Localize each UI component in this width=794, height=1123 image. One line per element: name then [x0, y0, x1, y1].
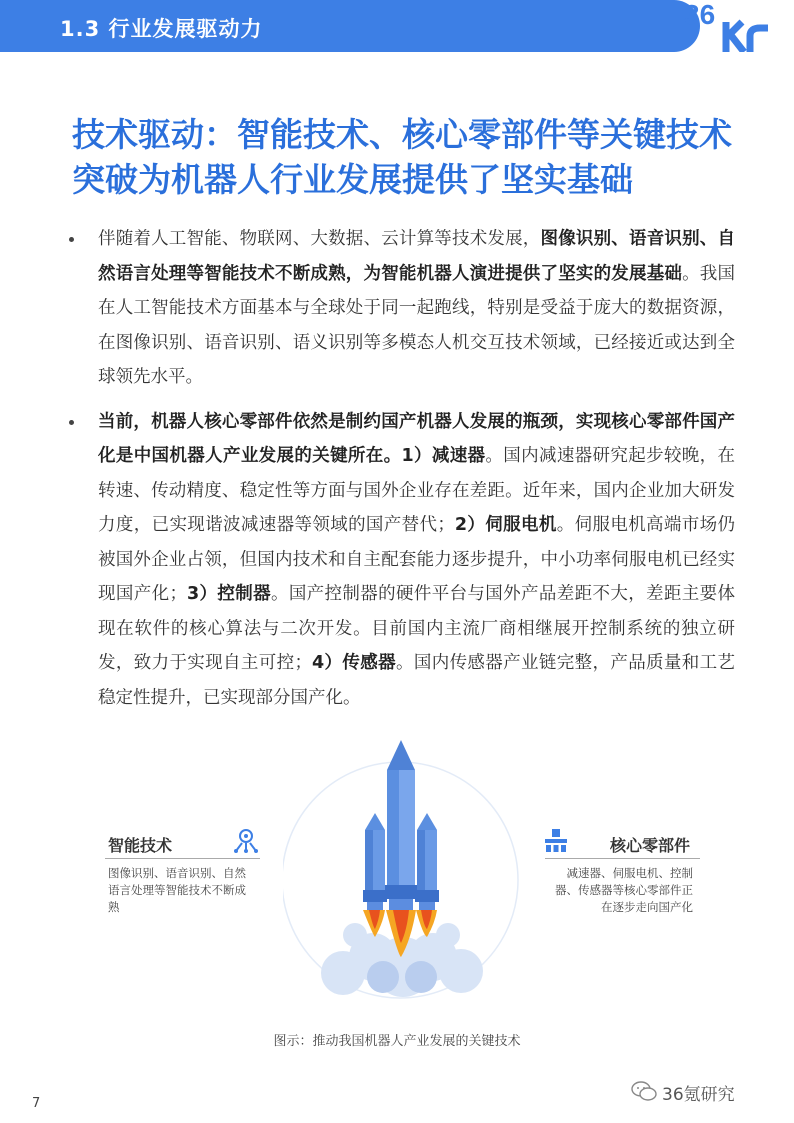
bullet-text: 。国内减速器研究起步较晚，在转速、传动精度、稳定性等方面与国外企业存在差距。近年来，国内企业加大研发力度，已实现谐波减速器等领域的国产替代；	[98, 446, 735, 535]
divider	[105, 858, 260, 859]
bullet-text: 。我国在人工智能技术方面基本与全球处于同一起跑线，特别是受益于庞大的数据资源，在图像识别、语音识别、语义识别等多模态人机交互技术领域，已经接近或达到全球领先水平。	[98, 263, 736, 387]
bullet-text: 。国产控制器的硬件平台与国外产品差距不大，差距主要体现在软件的核心算法与二次开发。目前国内主流厂商相继展开控制系统的独立研发，致力于实现自主可控；	[98, 584, 736, 673]
page-title	[72, 112, 752, 202]
bullet-dot-icon	[69, 420, 74, 425]
figure-desc-intelligent-tech: 图像识别、语音识别、自然语言处理等智能技术不断成熟	[108, 866, 246, 914]
brand-logo-text: 36	[684, 0, 716, 30]
rocket-icon	[283, 735, 523, 1010]
gear-components-icon	[543, 827, 569, 853]
bullet-bold-text: 当前，机器人核心零部件依然是制约国产机器人发展的瓶颈，实现核心零部件国产化是中国机器人产业发展的关键所在。1）减速器	[98, 411, 735, 466]
bullet-text: 。国内传感器产业链完整，产品质量和工艺稳定性提升，已实现部分国产化。	[98, 653, 736, 708]
brain-network-icon	[232, 827, 260, 853]
section-header-bar	[0, 0, 700, 52]
figure-caption: 图示：推动我国机器人产业发展的关键技术	[273, 1034, 521, 1049]
figure-desc-core-components: 减速器、伺服电机、控制器、传感器等核心零部件正在逐步走向国产化	[555, 866, 693, 914]
bullet-bold-text: 3）控制器	[186, 584, 271, 604]
bullet-bold-text: 图像识别、语音识别、自然语言处理等智能技术不断成熟，为智能机器人演进提供了坚实的发展基础	[98, 229, 735, 284]
rocket-figure	[0, 735, 794, 1015]
bullet-list	[67, 222, 735, 715]
figure-label-intelligent-tech: 智能技术	[108, 836, 173, 855]
page-title-line-1: 技术驱动：智能技术、核心零部件等关键技术	[72, 115, 732, 154]
wechat-icon	[631, 1081, 657, 1101]
watermark: 36氪研究	[662, 1085, 735, 1105]
page-title-line-2: 突破为机器人行业发展提供了坚实基础	[72, 160, 633, 199]
brand-logo	[684, 0, 794, 52]
bullet-bold-text: 2）伺服电机	[454, 515, 557, 535]
section-title: 1.3 行业发展驱动力	[60, 17, 263, 41]
bullet-dot-icon	[69, 237, 74, 242]
bullet-text: 伴随着人工智能、物联网、大数据、云计算等技术发展，	[98, 229, 541, 249]
bullet-item	[67, 405, 735, 716]
page-number: 7	[32, 1096, 41, 1111]
bullet-bold-text: 4）传感器	[311, 653, 396, 673]
bullet-text: 。伺服电机高端市场仍被国外企业占领，但国内技术和自主配套能力逐步提升，中小功率伺服电机已经实现国产化；	[98, 515, 736, 604]
divider	[545, 858, 700, 859]
figure-label-core-components: 核心零部件	[610, 836, 691, 855]
bullet-item	[67, 222, 735, 395]
